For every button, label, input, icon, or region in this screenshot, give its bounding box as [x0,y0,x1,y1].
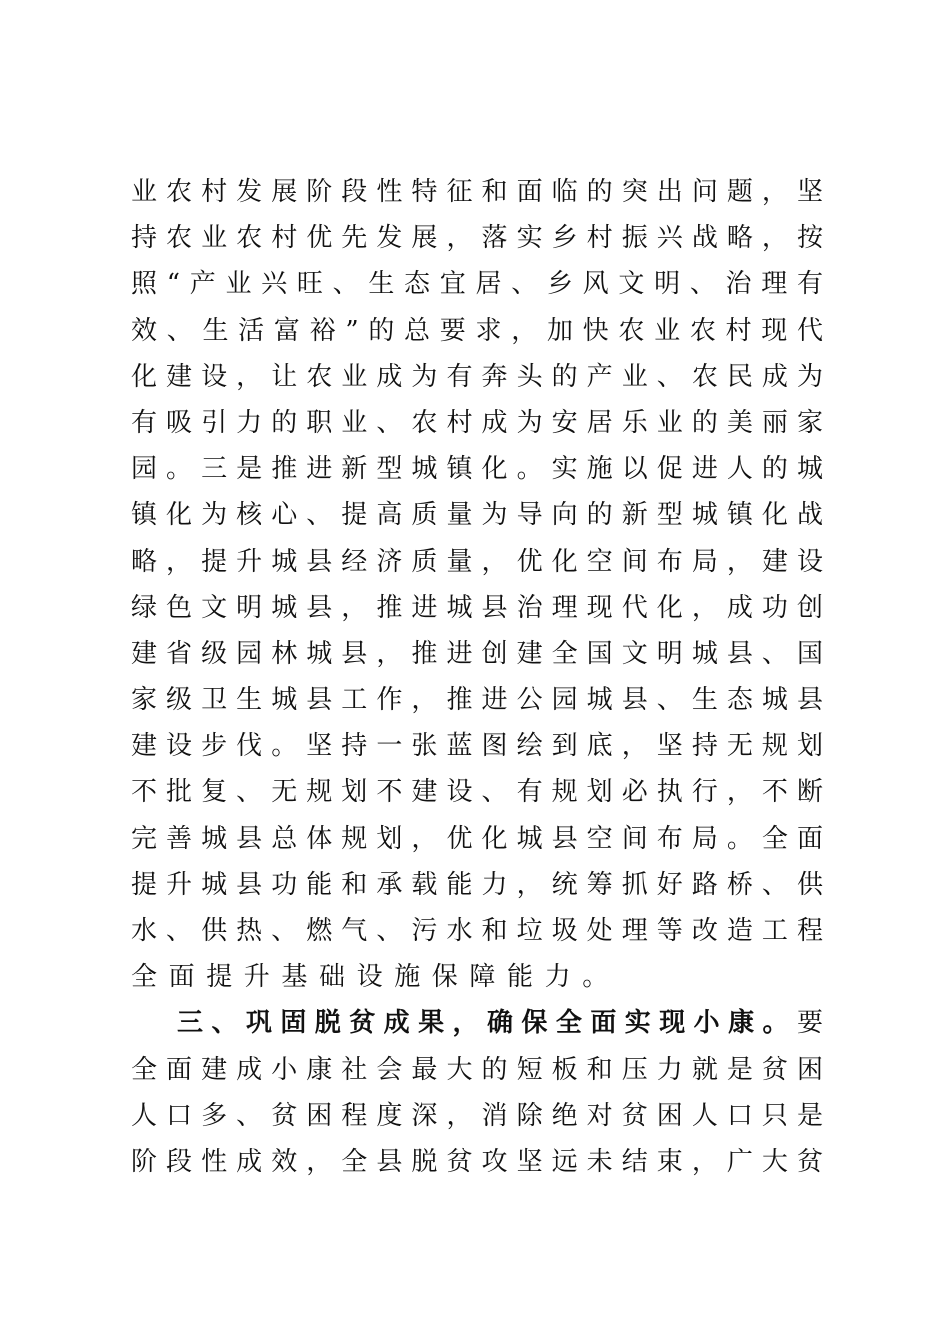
text-line: 业农村发展阶段性特征和面临的突出问题，坚 [131,177,823,207]
text-line: 阶段性成效，全县脱贫攻坚远未结束，广大贫 [131,1146,823,1177]
text-line: 全面建成小康社会最大的短板和压力就是贫困 [131,1054,823,1085]
section-heading-line [131,1000,823,1046]
text-line: 建设步伐。坚持一张蓝图绘到底，坚持无规划 [131,731,823,762]
text-line: 持农业农村优先发展，落实乡村振兴战略，按 [131,223,823,254]
text-line: 完善城县总体规划，优化城县空间布局。全面 [131,823,823,854]
text-line: 不批复、无规划不建设、有规划必执行，不断 [131,777,823,808]
text-line: 照“产业兴旺、生态宜居、乡风文明、治理有 [131,269,823,300]
text-line: 略，提升城县经济质量，优化空间布局，建设 [131,546,823,577]
text-line: 有吸引力的职业、农村成为安居乐业的美丽家 [131,407,823,438]
text-line: 人口多、贫困程度深，消除绝对贫困人口只是 [131,1100,823,1131]
text-line: 镇化为核心、提高质量为导向的新型城镇化战 [131,500,823,531]
section-heading-tail: 要 [796,1008,823,1039]
text-line: 效、生活富裕”的总要求，加快农业农村现代 [131,315,823,346]
text-line: 家级卫生城县工作，推进公园城县、生态城县 [131,685,823,716]
text-line: 水、供热、燃气、污水和垃圾处理等改造工程 [131,916,823,946]
text-line-paragraph-end: 全面提升基础设施保障能力。 [131,962,620,993]
text-line: 提升城县功能和承载能力，统筹抓好路桥、供 [131,869,823,900]
text-line: 化建设，让农业成为有奔头的产业、农民成为 [131,361,823,392]
section-heading: 三、巩固脱贫成果，确保全面实现小康。 [177,1008,797,1039]
text-line: 园。三是推进新型城镇化。实施以促进人的城 [131,454,823,485]
text-line: 绿色文明城县，推进城县治理现代化，成功创 [131,592,823,623]
text-line: 建省级园林城县，推进创建全国文明城县、国 [131,638,823,669]
body-text [131,169,823,1185]
